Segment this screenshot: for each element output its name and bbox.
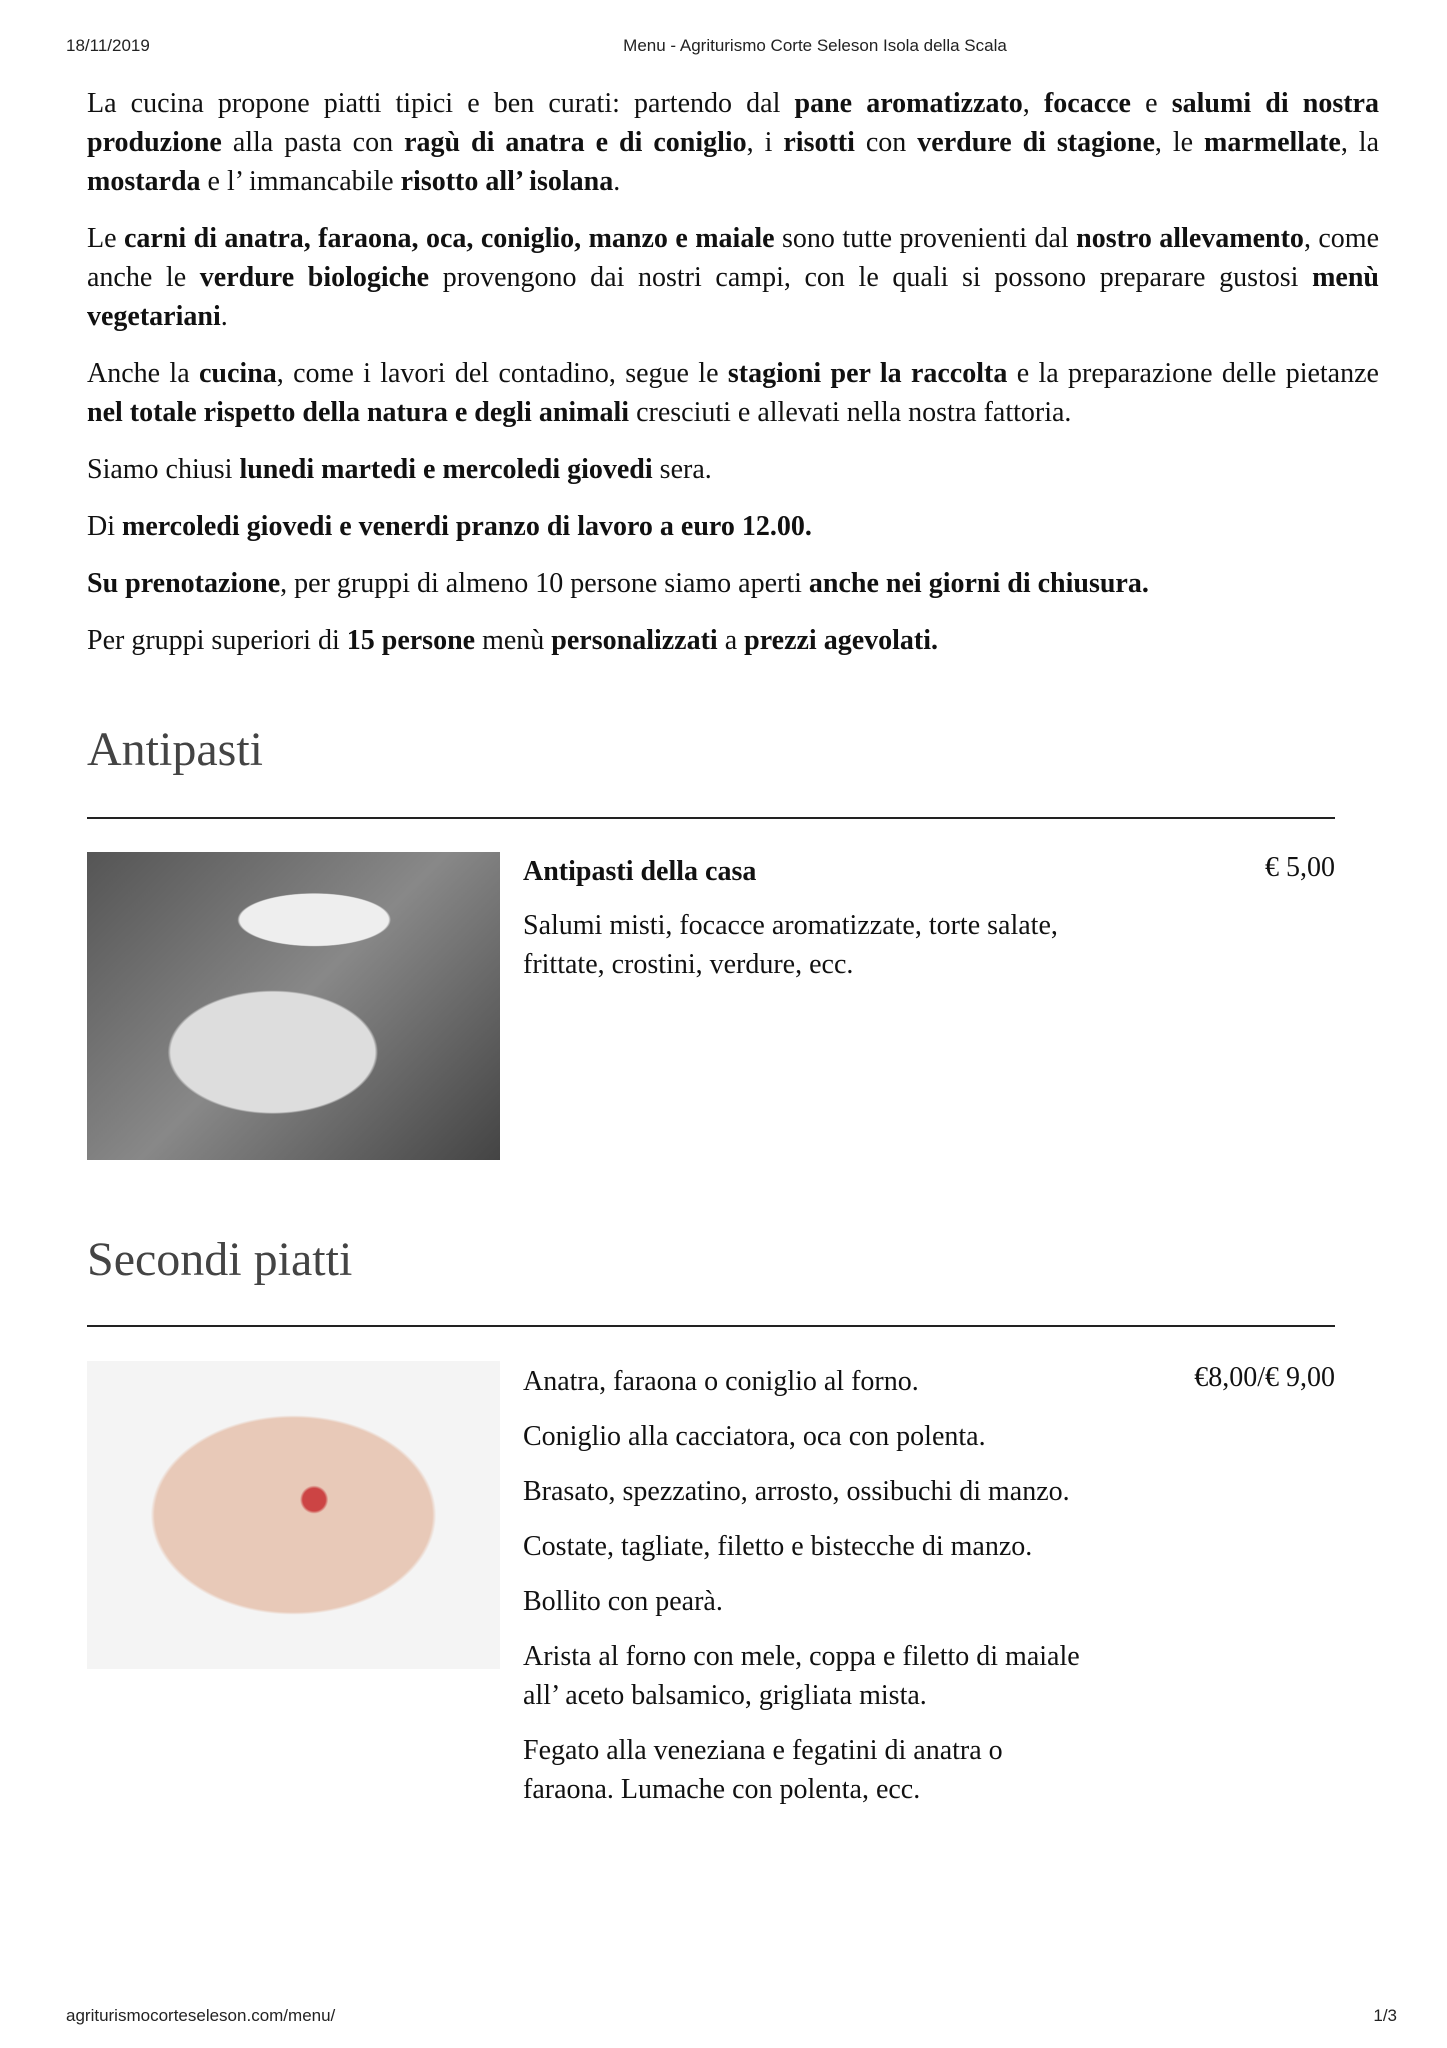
bold-text: verdure di stagione bbox=[917, 127, 1155, 158]
dish-item: Brasato, spezzatino, arrosto, ossibuchi di manzo. bbox=[523, 1476, 1070, 1507]
bold-text: focacce bbox=[1043, 88, 1131, 119]
dish-list bbox=[523, 1362, 1083, 1825]
dish-item: Arista al forno con mele, coppa e filetto di maiale all’ aceto balsamico, grigliata mista. bbox=[523, 1641, 1080, 1711]
text: , le bbox=[1154, 127, 1205, 158]
text: , i bbox=[746, 127, 784, 158]
bold-text: 15 persone bbox=[346, 625, 476, 656]
dish-item: Anatra, faraona o coniglio al forno. bbox=[523, 1366, 919, 1397]
dish-item: Coniglio alla cacciatora, oca con polenta. bbox=[523, 1421, 986, 1452]
text: sera. bbox=[652, 454, 712, 485]
antipasti-photo bbox=[87, 852, 500, 1160]
dish-description: Salumi misti, focacce aromatizzate, torte salate, frittate, crostini, verdure, ecc. bbox=[523, 910, 1058, 980]
bold-text: menù vegetariani bbox=[87, 262, 1380, 332]
text: menù bbox=[475, 625, 552, 656]
text: . bbox=[220, 301, 228, 332]
bold-text: salumi di nostra produzione bbox=[87, 88, 1379, 158]
intro-paragraph bbox=[87, 564, 1379, 603]
text: Le bbox=[87, 223, 124, 254]
text: Siamo chiusi bbox=[87, 454, 240, 485]
text: , bbox=[1022, 88, 1044, 119]
text: a bbox=[717, 625, 745, 656]
text: La cucina propone piatti tipici e ben curati: partendo dal bbox=[87, 88, 795, 119]
text: , la bbox=[1340, 127, 1380, 158]
text: , come i lavori del contadino, segue le bbox=[276, 358, 728, 389]
text: e bbox=[1131, 88, 1172, 119]
bold-text: prezzi agevolati. bbox=[744, 625, 939, 656]
bold-text: anche nei giorni di chiusura. bbox=[808, 568, 1149, 599]
text: e la preparazione delle pietanze bbox=[1007, 358, 1379, 389]
bold-text: carni di anatra, faraona, oca, coniglio, manzo e maiale bbox=[123, 223, 775, 254]
bold-text: cucina bbox=[198, 358, 277, 389]
divider bbox=[87, 1325, 1335, 1327]
text: Anche la bbox=[87, 358, 199, 389]
bold-text: lunedi martedi e mercoledi giovedi bbox=[239, 454, 653, 485]
dish-price: €8,00/€ 9,00 bbox=[1194, 1362, 1335, 1393]
intro-paragraph bbox=[87, 354, 1379, 432]
intro-paragraph bbox=[87, 507, 1379, 546]
print-date: 18/11/2019 bbox=[66, 36, 150, 55]
intro-paragraph bbox=[87, 621, 1379, 660]
dish-price: € 5,00 bbox=[1265, 852, 1335, 883]
text: Per gruppi superiori di bbox=[87, 625, 347, 656]
bold-text: nel totale rispetto della natura e degli animali bbox=[87, 397, 630, 428]
bold-text: mostarda bbox=[87, 166, 201, 197]
text: alla pasta con bbox=[221, 127, 405, 158]
intro-paragraph bbox=[87, 450, 1379, 489]
text: e l’ immancabile bbox=[200, 166, 401, 197]
text: , come anche le bbox=[87, 223, 1380, 293]
bold-text: nostro allevamento bbox=[1076, 223, 1304, 254]
divider bbox=[87, 817, 1335, 819]
intro-paragraph bbox=[87, 219, 1379, 336]
bold-text: stagioni per la raccolta bbox=[727, 358, 1008, 389]
bold-text: ragù di anatra e di coniglio bbox=[404, 127, 747, 158]
text: provengono dai nostri campi, con le quali si possono preparare gustosi bbox=[429, 262, 1313, 293]
text: Di bbox=[87, 511, 122, 542]
dish-item: Bollito con pearà. bbox=[523, 1586, 723, 1617]
bold-text: pane aromatizzato bbox=[794, 88, 1023, 119]
dish-item: Fegato alla veneziana e fegatini di anatra o faraona. Lumache con polenta, ecc. bbox=[523, 1735, 1003, 1805]
bold-text: personalizzati bbox=[551, 625, 718, 656]
print-title: Menu - Agriturismo Corte Seleson Isola della Scala bbox=[623, 36, 1007, 55]
text: con bbox=[854, 127, 918, 158]
dish-title: Antipasti della casa bbox=[523, 856, 757, 887]
bold-text: marmellate bbox=[1204, 127, 1341, 158]
section-heading-antipasti: Antipasti bbox=[87, 723, 263, 776]
text: , per gruppi di almeno 10 persone siamo aperti bbox=[280, 568, 809, 599]
intro-text bbox=[87, 84, 1379, 678]
bold-text: Su prenotazione bbox=[87, 568, 281, 599]
text: . bbox=[613, 166, 621, 197]
secondi-photo bbox=[87, 1361, 500, 1669]
text: sono tutte provenienti dal bbox=[774, 223, 1077, 254]
page-number: 1/3 bbox=[1373, 2006, 1397, 2025]
text: cresciuti e allevati nella nostra fattoria. bbox=[629, 397, 1072, 428]
intro-paragraph bbox=[87, 84, 1379, 201]
bold-text: risotti bbox=[783, 127, 855, 158]
bold-text: risotto all’ isolana bbox=[400, 166, 614, 197]
bold-text: verdure biologiche bbox=[199, 262, 430, 293]
section-heading-secondi: Secondi piatti bbox=[87, 1233, 353, 1286]
bold-text: mercoledi giovedi e venerdi pranzo di lavoro a euro 12.00. bbox=[122, 511, 812, 542]
footer-url[interactable]: agriturismocorteseleson.com/menu/ bbox=[66, 2006, 336, 2025]
dish-item: Costate, tagliate, filetto e bistecche di manzo. bbox=[523, 1531, 1033, 1562]
